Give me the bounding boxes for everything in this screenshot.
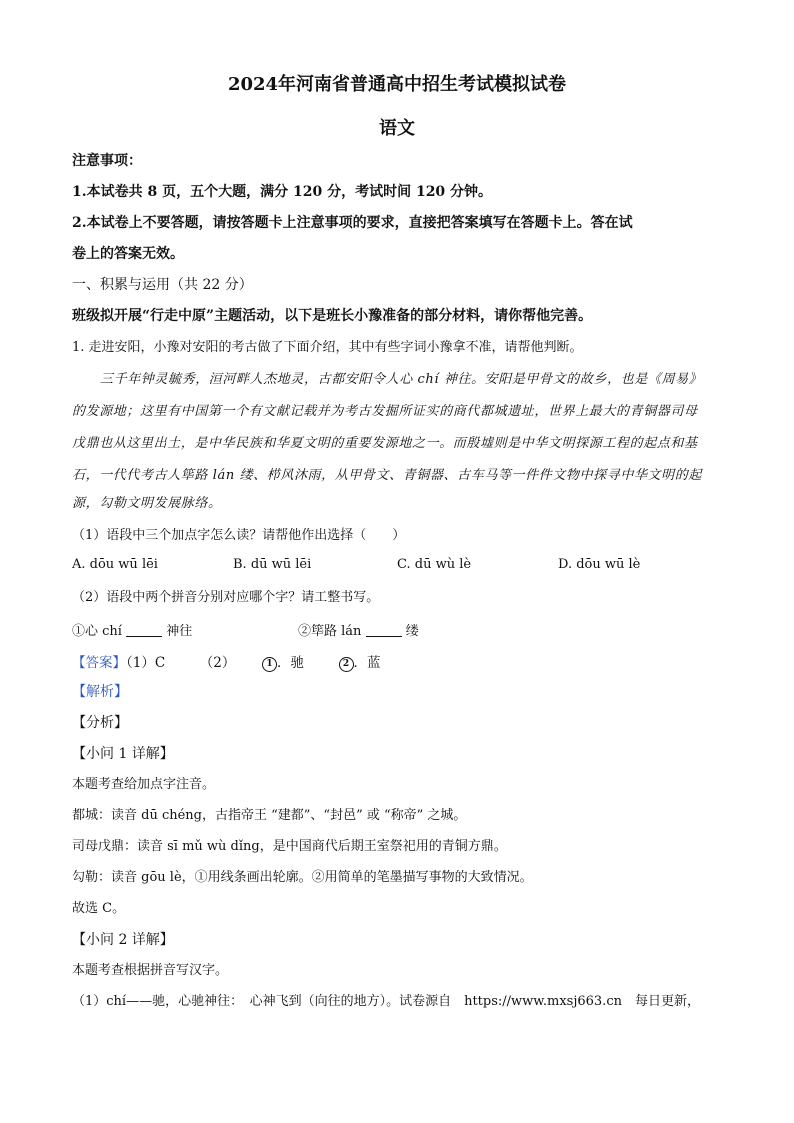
section-1-heading: 一、积累与运用（共 22 分） [72,277,253,293]
answer-tag: 【答案】 [72,655,126,671]
option-b: B. dū wū lēi [233,557,312,572]
passage-line-1: 三千年钟灵毓秀，洹河畔人杰地灵，古都安阳令人心 chí 神往。安阳是甲骨文的故乡，也是《周易》 [100,372,703,387]
exam-title: 2024年河南省普通高中招生考试模拟试卷 [227,74,567,95]
circled-number-2: 2 [339,657,354,672]
sub-question-2: （2）语段中两个拼音分别对应哪个字？请工整书写。 [72,590,380,605]
sub-question-2-detail-heading: 【小问 2 详解】 [72,932,174,948]
option-a: A. dōu wū lēi [72,557,158,572]
circled-number-1: 1 [262,657,277,672]
answer-char-1: 驰 [290,655,304,671]
analysis-fenxi: 【分析】 [72,715,128,731]
analysis-line: （1）chí——驰，心驰神往： 心神飞到（向往的地方）。试卷源自 https://www.mxsj663.cn 每日更新， [72,994,700,1009]
analysis-line: 勾勒：读音 gōu lè，①用线条画出轮廓。②用简单的笔墨描写事物的大致情况。 [72,870,533,885]
analysis-line: 故选 C。 [72,901,126,916]
analysis-line: 司母戊鼎：读音 sī mǔ wù dǐng，是中国商代后期王室祭祀用的青铜方鼎。 [72,839,507,854]
section-1-intro: 班级拟开展“行走中原”主题活动，以下是班长小豫准备的部分材料，请你帮他完善。 [72,308,593,324]
fill-blank-2-suffix: 缕 [405,624,419,639]
notice-item-2-line-2: 卷上的答案无效。 [72,246,184,262]
analysis-line: 本题考查根据拼音写汉字。 [72,963,229,978]
notice-item-2-line-1: 2.本试卷上不要答题，请按答题卡上注意事项的要求，直接把答案填写在答题卡上。答在试 [72,215,633,231]
fill-blank-1-suffix: 神往 [166,624,193,639]
fill-blank-2-prefix: ②筚路 lán [298,624,362,639]
passage-line-4: 石，一代代考古人筚路 lán 缕、栉风沐雨，从甲骨文、青铜器、古车马等一件件文物中探寻中华文明的起 [72,468,702,483]
passage-line-2: 的发源地；这里有中国第一个有文献记载并为考古发掘所证实的商代都城遗址，世界上最大的青铜器司母 [72,404,698,419]
question-1-stem: 1. 走进安阳，小豫对安阳的考古做了下面介绍，其中有些字词小豫拿不准，请帮他判断。 [72,340,583,355]
answer-line: 【答案】（1）C （2） 1 ．驰 2 ．蓝 [72,655,381,671]
option-c: C. dū wù lè [397,557,472,572]
analysis-line: 本题考查给加点字注音。 [72,777,216,792]
analysis-tag: 【解析】 [72,684,128,700]
blank-line [366,622,402,637]
fill-blank-2 [298,620,419,639]
sub-question-1: （1）语段中三个加点字怎么读？请帮他作出选择（ ） [72,528,406,543]
analysis-line: 都城：读音 dū chéng，古指帝王 “建都”、“封邑” 或 “称帝” 之城。 [72,808,467,823]
answer-part-2: （2） [199,655,236,671]
passage-line-3: 戊鼎也从这里出土，是中华民族和华夏文明的重要发源地之一。而殷墟则是中华文明探源工程的起点和基 [72,436,698,451]
subject-title: 语文 [379,118,415,139]
sub-question-1-detail-heading: 【小问 1 详解】 [72,746,174,762]
passage-line-5: 源，勾勒文明发展脉络。 [72,496,222,511]
notice-item-1: 1.本试卷共 8 页，五个大题，满分 120 分，考试时间 120 分钟。 [72,184,493,200]
answer-part-1: （1）C [126,655,166,671]
fill-blank-1 [72,620,192,639]
fill-blank-1-prefix: ①心 chí [72,624,122,639]
option-d: D. dōu wū lè [558,557,641,572]
notice-heading: 注意事项： [72,153,142,169]
answer-char-2: 蓝 [367,655,381,671]
blank-line [126,622,162,637]
